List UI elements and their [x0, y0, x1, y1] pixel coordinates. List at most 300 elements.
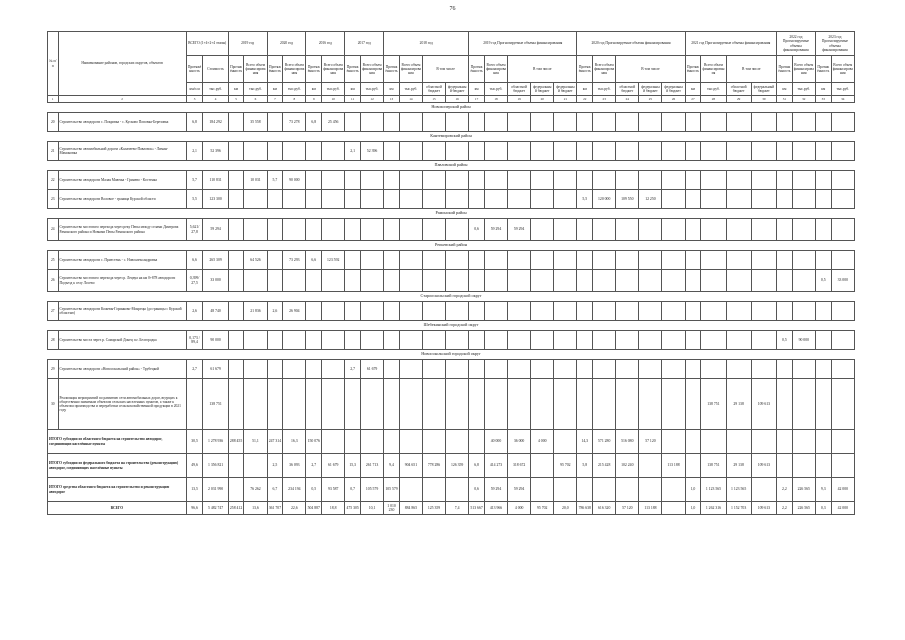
cell-col-10 — [322, 171, 345, 190]
cell-col-26 — [662, 190, 685, 209]
cell-col-13 — [384, 430, 400, 454]
cell-col-25: 12 250 — [639, 190, 662, 209]
cell-col-5 — [228, 142, 244, 161]
cell-col-15: 125 359 — [422, 502, 445, 515]
cell-col-26 — [662, 360, 685, 379]
cell-col-10 — [322, 360, 345, 379]
cell-col-14 — [399, 190, 422, 209]
column-number: 26 — [662, 96, 685, 103]
header-vol: Всего объем финансирования — [831, 56, 854, 83]
cell-col-8: 73 278 — [283, 113, 306, 132]
cell-col-32 — [792, 454, 815, 478]
cell-col-24 — [616, 270, 639, 292]
cell-col-26 — [662, 270, 685, 292]
cell-col-7 — [267, 219, 283, 241]
cell-col-25 — [639, 113, 662, 132]
cell-col-23: 215 428 — [593, 454, 616, 478]
cell-col-32 — [792, 430, 815, 454]
cell-col-4: 184 292 — [203, 113, 228, 132]
cell-col-34 — [831, 302, 854, 321]
cell-col-4: 52 396 — [203, 142, 228, 161]
table-row — [48, 379, 855, 430]
cell-col-16 — [446, 478, 469, 502]
cell-col-25 — [639, 270, 662, 292]
column-number: 6 — [244, 96, 267, 103]
cell-col-7 — [267, 142, 283, 161]
column-number: 20 — [531, 96, 554, 103]
cell-col-16 — [446, 360, 469, 379]
cell-col-30 — [751, 478, 776, 502]
cell-col-34: 42 000 — [831, 478, 854, 502]
cell-col-12: 105 579 — [361, 478, 384, 502]
cell-col-29 — [726, 190, 751, 209]
column-number: 30 — [751, 96, 776, 103]
cell-col-18 — [484, 360, 507, 379]
cell-col-9 — [306, 142, 322, 161]
header-2020b: 2020 год Прогнозируемые объемы финансирования — [577, 32, 685, 56]
cell-col-18 — [484, 302, 507, 321]
cell-col-16 — [446, 430, 469, 454]
cell-col-12 — [361, 251, 384, 270]
cell-col-22 — [577, 142, 593, 161]
column-numbers-row — [48, 96, 855, 103]
cell-col-9: 6,6 — [306, 251, 322, 270]
cell-col-12 — [361, 430, 384, 454]
row-number: 20 — [48, 113, 59, 132]
row-number: 29 — [48, 360, 59, 379]
cell-col-8: 73 293 — [283, 251, 306, 270]
row-number: 25 — [48, 251, 59, 270]
column-number: 12 — [361, 96, 384, 103]
cell-col-27 — [685, 171, 701, 190]
cell-col-10: 123 592 — [322, 251, 345, 270]
region-row — [48, 350, 855, 360]
cell-col-18 — [484, 331, 507, 350]
column-number: 5 — [228, 96, 244, 103]
cell-col-20 — [531, 302, 554, 321]
cell-col-22: 5,8 — [577, 454, 593, 478]
cell-col-21 — [554, 331, 577, 350]
header-fed: федеральный бюджет — [751, 83, 776, 96]
cell-col-9: 0,5 — [306, 478, 322, 502]
cell-col-19 — [508, 379, 531, 430]
header-unit: тыс.руб. — [244, 83, 267, 96]
cell-col-9 — [306, 190, 322, 209]
object-name: Строительство автодороги Малая Маючка - Гринево - Костенка — [58, 171, 186, 190]
cell-col-15 — [422, 360, 445, 379]
cell-col-23 — [593, 142, 616, 161]
cell-col-20 — [531, 251, 554, 270]
cell-col-23 — [593, 360, 616, 379]
cell-col-15 — [422, 190, 445, 209]
cell-col-16 — [446, 219, 469, 241]
header-len: Протяжённость — [228, 56, 244, 83]
cell-col-29: 29 138 — [726, 379, 751, 430]
row-number: 21 — [48, 142, 59, 161]
cell-col-16 — [446, 190, 469, 209]
region-row — [48, 103, 855, 113]
cell-col-3: 5,5 — [186, 190, 203, 209]
cell-col-14 — [399, 331, 422, 350]
cell-col-22 — [577, 331, 593, 350]
cell-col-21 — [554, 302, 577, 321]
header-2021: 2021 год Прогнозируемые объемы финансирования — [685, 32, 776, 56]
column-number: 11 — [345, 96, 361, 103]
total-row — [48, 478, 855, 502]
object-name: Строительство моста через р. Самарской Донец п.г. Белгородка — [58, 331, 186, 350]
cell-col-15 — [422, 219, 445, 241]
cell-col-24 — [616, 302, 639, 321]
cell-col-5 — [228, 171, 244, 190]
cell-col-30 — [751, 430, 776, 454]
column-number: 21 — [554, 96, 577, 103]
row-number: 27 — [48, 302, 59, 321]
header-len: Протяжённость — [267, 56, 283, 83]
cell-col-10: 93 587 — [322, 478, 345, 502]
cell-col-31 — [776, 219, 792, 241]
header-row-1 — [48, 32, 855, 56]
cell-col-6 — [244, 454, 267, 478]
cell-col-10: 18,8 — [322, 502, 345, 515]
cell-col-34 — [831, 113, 854, 132]
cell-col-32: 226 565 — [792, 502, 815, 515]
cell-col-16 — [446, 331, 469, 350]
cell-col-27 — [685, 142, 701, 161]
cell-col-33 — [815, 454, 831, 478]
cell-col-9 — [306, 270, 322, 292]
cell-col-29 — [726, 219, 751, 241]
cell-col-7: 6,7 — [267, 478, 283, 502]
cell-col-12: 52 396 — [361, 142, 384, 161]
cell-col-3: 5,7 — [186, 171, 203, 190]
cell-col-4: 61 679 — [203, 360, 228, 379]
cell-col-15 — [422, 302, 445, 321]
cell-col-31: 0,5 — [776, 331, 792, 350]
header-len: Протяжённость — [577, 56, 593, 83]
header-unit: км — [384, 83, 400, 96]
header-name: Наименование районов, городских округов, объектов — [58, 32, 186, 96]
object-name: Строительство мостового перехода через реку Пепы между селами Дмитрова Рамонского района и Новыми Пепы Рамонского района — [58, 219, 186, 241]
cell-col-18 — [484, 171, 507, 190]
cell-col-32 — [792, 360, 815, 379]
cell-col-34 — [831, 331, 854, 350]
cell-col-28 — [701, 302, 726, 321]
cell-col-29 — [726, 142, 751, 161]
cell-col-29 — [726, 302, 751, 321]
cell-col-32: 90 000 — [792, 331, 815, 350]
header-unit: тыс.руб. — [792, 83, 815, 96]
cell-col-14 — [399, 251, 422, 270]
cell-col-11 — [345, 331, 361, 350]
total-row — [48, 430, 855, 454]
cell-col-7 — [267, 270, 283, 292]
cell-col-22 — [577, 171, 593, 190]
cell-col-8: 234 194 — [283, 478, 306, 502]
cell-col-29 — [726, 113, 751, 132]
header-unit: км — [228, 83, 244, 96]
cell-col-7 — [267, 190, 283, 209]
object-name: Строительство автомобильной дороги «Калачеево-Павловск» - Лиман-Мамоновка — [58, 142, 186, 161]
cell-col-8: 90 000 — [283, 171, 306, 190]
header-unit: тыс.руб. — [361, 83, 384, 96]
cell-col-13: 105 579 — [384, 478, 400, 502]
cell-col-30 — [751, 251, 776, 270]
object-name: Строительство автодороги Кожевы-Горинково-Мокрецы (до границы с Курской областью) — [58, 302, 186, 321]
cell-col-13 — [384, 219, 400, 241]
cell-col-24 — [616, 478, 639, 502]
cell-col-10 — [322, 379, 345, 430]
cell-col-31 — [776, 251, 792, 270]
cell-col-20 — [531, 331, 554, 350]
cell-col-23 — [593, 331, 616, 350]
cell-col-9 — [306, 360, 322, 379]
cell-col-16 — [446, 270, 469, 292]
header-incl: В том числе — [422, 56, 468, 83]
header-unit: км — [469, 83, 485, 96]
cell-col-29: 1 152 703 — [726, 502, 751, 515]
header-unit: км — [685, 83, 701, 96]
cell-col-6 — [244, 219, 267, 241]
cell-col-3 — [186, 379, 203, 430]
header-unit: тыс.руб. — [399, 83, 422, 96]
cell-col-15 — [422, 379, 445, 430]
cell-col-12 — [361, 190, 384, 209]
cell-col-28 — [701, 142, 726, 161]
cell-col-19 — [508, 113, 531, 132]
cell-col-24 — [616, 331, 639, 350]
cell-col-6: 21 836 — [244, 302, 267, 321]
cell-col-13: 1 010 230 — [384, 502, 400, 515]
cell-col-11: 15,3 — [345, 454, 361, 478]
cell-col-11: 2,1 — [345, 142, 361, 161]
cell-col-11: 0,7 — [345, 478, 361, 502]
cell-col-8 — [283, 190, 306, 209]
cell-col-13 — [384, 251, 400, 270]
header-2018: 2018 год — [384, 32, 469, 56]
cell-col-5 — [228, 302, 244, 321]
cell-col-14 — [399, 270, 422, 292]
cell-col-19: 318 672 — [508, 454, 531, 478]
region-label: Рамонский район — [48, 209, 855, 219]
header-2023: 2023 год Прогнозируемые объемы финансирования — [815, 32, 854, 56]
cell-col-24 — [616, 142, 639, 161]
table-row — [48, 142, 855, 161]
cell-col-22: 14,3 — [577, 430, 593, 454]
cell-col-27 — [685, 219, 701, 241]
cell-col-8 — [283, 331, 306, 350]
cell-col-24 — [616, 360, 639, 379]
cell-col-19 — [508, 302, 531, 321]
cell-col-25: 113 188 — [639, 502, 662, 515]
cell-col-17 — [469, 360, 485, 379]
cell-col-31 — [776, 190, 792, 209]
cell-col-11 — [345, 190, 361, 209]
cell-col-11 — [345, 302, 361, 321]
cell-col-3: 13,5 — [186, 478, 203, 502]
cell-col-25 — [639, 379, 662, 430]
cell-col-24 — [616, 251, 639, 270]
cell-col-23 — [593, 270, 616, 292]
column-number: 9 — [306, 96, 322, 103]
object-name: Строительство автодороги «Новооскольский район» - Трубецкой — [58, 360, 186, 379]
cell-col-15 — [422, 113, 445, 132]
region-row — [48, 132, 855, 142]
cell-col-34 — [831, 142, 854, 161]
cell-col-13 — [384, 331, 400, 350]
cell-col-19 — [508, 251, 531, 270]
header-incl: В том числе — [726, 56, 776, 83]
cell-col-5 — [228, 379, 244, 430]
cell-col-22: 786 638 — [577, 502, 593, 515]
cell-col-32 — [792, 142, 815, 161]
cell-col-10 — [322, 219, 345, 241]
cell-col-32: 226 565 — [792, 478, 815, 502]
cell-col-6: 51,1 — [244, 430, 267, 454]
cell-col-22 — [577, 360, 593, 379]
cell-col-18 — [484, 251, 507, 270]
cell-col-28: 138 751 — [701, 379, 726, 430]
cell-col-11 — [345, 379, 361, 430]
cell-col-7 — [267, 331, 283, 350]
cell-col-28 — [701, 113, 726, 132]
cell-col-4: 2 031 990 — [203, 478, 228, 502]
header-len: Протяжённость — [815, 56, 831, 83]
region-label: Кантемировский район — [48, 132, 855, 142]
cell-col-20 — [531, 190, 554, 209]
cell-col-34 — [831, 190, 854, 209]
cell-col-9: 150 076 — [306, 430, 322, 454]
cell-col-12: 61 679 — [361, 360, 384, 379]
header-vol: Всего объем финансирования — [484, 56, 507, 83]
cell-col-5: 288 455 — [228, 430, 244, 454]
cell-col-18: 413 966 — [484, 502, 507, 515]
region-label: Шебекинский городской округ — [48, 321, 855, 331]
cell-col-14 — [399, 302, 422, 321]
cell-col-9 — [306, 302, 322, 321]
cell-col-12 — [361, 219, 384, 241]
financing-table — [47, 31, 855, 515]
table-row — [48, 171, 855, 190]
object-name: Строительство автодороги с. Приестень - с. Новоалександровка — [58, 251, 186, 270]
cell-col-33 — [815, 190, 831, 209]
row-number: 22 — [48, 171, 59, 190]
cell-col-27 — [685, 331, 701, 350]
cell-col-34: 33 000 — [831, 270, 854, 292]
cell-col-6: 64 526 — [244, 251, 267, 270]
cell-col-22: 5,5 — [577, 190, 593, 209]
cell-col-19 — [508, 270, 531, 292]
cell-col-32 — [792, 190, 815, 209]
cell-col-4: 59 294 — [203, 219, 228, 241]
cell-col-34: 42 000 — [831, 502, 854, 515]
cell-col-13 — [384, 113, 400, 132]
object-name: Строительство автодороги Воловое - граница Курской области — [58, 190, 186, 209]
cell-col-17 — [469, 302, 485, 321]
cell-col-6 — [244, 331, 267, 350]
row-number: 24 — [48, 219, 59, 241]
cell-col-20 — [531, 478, 554, 502]
cell-col-18 — [484, 379, 507, 430]
row-number: 23 — [48, 190, 59, 209]
cell-col-33 — [815, 171, 831, 190]
column-number: 3 — [186, 96, 203, 103]
cell-col-23 — [593, 219, 616, 241]
cell-col-32 — [792, 113, 815, 132]
column-number: 22 — [577, 96, 593, 103]
cell-col-3: 96,6 — [186, 502, 203, 515]
cell-col-12 — [361, 331, 384, 350]
region-label: Репьевский район — [48, 241, 855, 251]
object-name: ИТОГО средства областного бюджета на строительство и реконструкцию автодорог — [48, 478, 187, 502]
cell-col-24 — [616, 219, 639, 241]
cell-col-31: 2,2 — [776, 502, 792, 515]
cell-col-17: 6,8 — [469, 454, 485, 478]
cell-col-22 — [577, 113, 593, 132]
header-vol: Всего объем финансирования — [322, 56, 345, 83]
cell-col-25: 57 120 — [639, 430, 662, 454]
cell-col-16 — [446, 142, 469, 161]
cell-col-26 — [662, 171, 685, 190]
cell-col-17 — [469, 430, 485, 454]
cell-col-21 — [554, 379, 577, 430]
cell-col-16 — [446, 171, 469, 190]
cell-col-15 — [422, 251, 445, 270]
header-unit: тыс.руб. — [831, 83, 854, 96]
header-len: Протяжённость — [306, 56, 322, 83]
cell-col-27 — [685, 251, 701, 270]
cell-col-29 — [726, 360, 751, 379]
column-number: 19 — [508, 96, 531, 103]
cell-col-24 — [616, 171, 639, 190]
cell-col-32 — [792, 379, 815, 430]
cell-col-31 — [776, 379, 792, 430]
cell-col-18 — [484, 190, 507, 209]
cell-col-8: 26 904 — [283, 302, 306, 321]
cell-col-34 — [831, 430, 854, 454]
cell-col-27 — [685, 190, 701, 209]
cell-col-17 — [469, 171, 485, 190]
column-number: 2 — [58, 96, 186, 103]
column-number: 34 — [831, 96, 854, 103]
cell-col-15 — [422, 142, 445, 161]
cell-col-14 — [399, 478, 422, 502]
region-row — [48, 161, 855, 171]
cell-col-19 — [508, 360, 531, 379]
cell-col-20: 4 000 — [531, 430, 554, 454]
cell-col-4: 48 740 — [203, 302, 228, 321]
cell-col-4: 5 482 747 — [203, 502, 228, 515]
cell-col-33: 0,5 — [815, 270, 831, 292]
cell-col-6 — [244, 270, 267, 292]
header-2020: 2020 год — [267, 32, 306, 56]
cell-col-12 — [361, 379, 384, 430]
cell-col-32 — [792, 270, 815, 292]
cell-col-28 — [701, 360, 726, 379]
cell-col-9: 2,7 — [306, 454, 322, 478]
cell-col-33 — [815, 113, 831, 132]
cell-col-21 — [554, 478, 577, 502]
cell-col-33 — [815, 251, 831, 270]
cell-col-20 — [531, 270, 554, 292]
cell-col-23 — [593, 302, 616, 321]
cell-col-22 — [577, 219, 593, 241]
header-unit: км — [776, 83, 792, 96]
cell-col-8: 16,3 — [283, 430, 306, 454]
cell-col-4: 110 831 — [203, 171, 228, 190]
header-2019: 2019 год — [228, 32, 267, 56]
cell-col-15: 778 286 — [422, 454, 445, 478]
cell-col-4: 1 356 821 — [203, 454, 228, 478]
